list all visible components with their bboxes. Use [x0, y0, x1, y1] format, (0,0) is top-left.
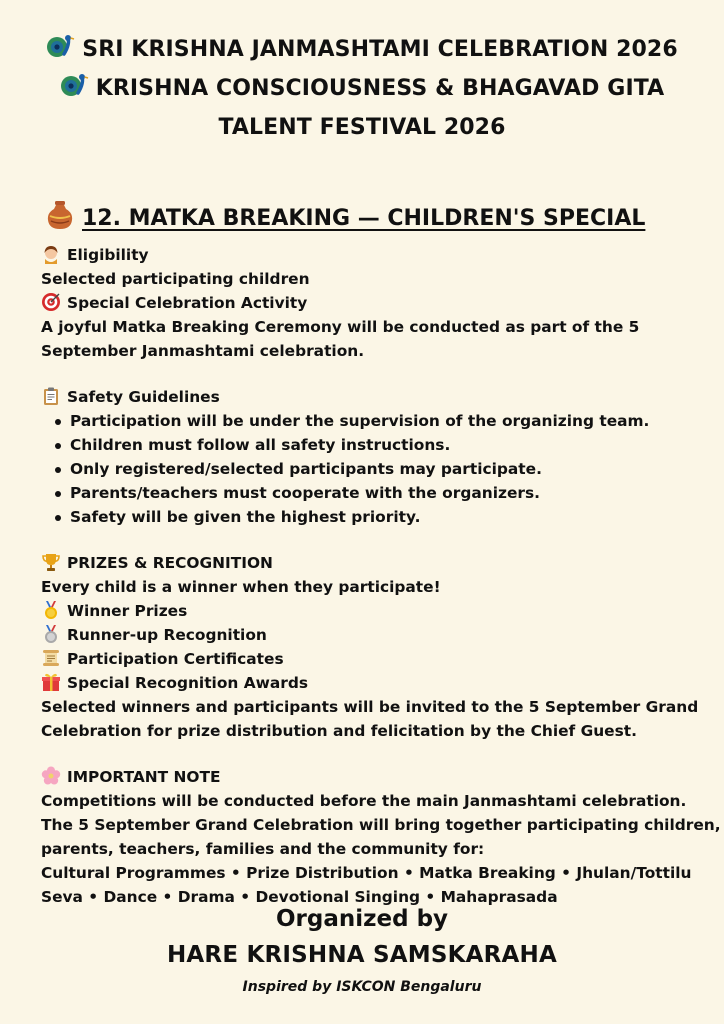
poster-body [41, 243, 721, 909]
silver-medal-icon [41, 624, 61, 644]
prizes-heading [41, 551, 701, 575]
header-title-line-1: SRI KRISHNA JANMASHTAMI CELEBRATION 2026 [82, 37, 678, 62]
prizes-tagline: Every child is a winner when they participate! [41, 578, 441, 596]
eligibility-heading-text: Eligibility [67, 246, 149, 264]
matka-pot-icon [46, 199, 74, 231]
spacer [41, 363, 701, 385]
header-line-3: TALENT FESTIVAL 2026 [218, 115, 506, 140]
prizes-note-line-2: Celebration for prize distribution and felicitation by the Chief Guest. [41, 722, 637, 740]
activity-heading-text: Special Celebration Activity [67, 294, 308, 312]
poster-header [0, 30, 724, 147]
note-line: parents, teachers, families and the community for: [41, 840, 485, 858]
prize-item-label: Winner Prizes [67, 602, 188, 620]
note-heading-text: IMPORTANT NOTE [67, 768, 221, 786]
header-line-2 [0, 69, 724, 108]
prize-item-winner [41, 599, 701, 623]
note-line: Cultural Programmes • Prize Distribution • Matka Breaking • Jhulan/Tottilu [41, 864, 692, 882]
list-item: Participation will be under the supervision of the organizing team. [70, 409, 701, 433]
activity-heading [41, 291, 701, 315]
note-line: The 5 September Grand Celebration will bring together participating children, [41, 816, 721, 834]
header-title-line-2: KRISHNA CONSCIOUSNESS & BHAGAVAD GITA [95, 76, 665, 101]
note-line: Seva • Dance • Drama • Devotional Singing • Mahaprasada [41, 888, 558, 906]
list-item: Safety will be given the highest priority. [70, 505, 701, 529]
spacer [41, 529, 701, 551]
activity-text-line-1: A joyful Matka Breaking Ceremony will be conducted as part of the 5 [41, 318, 640, 336]
safety-list [41, 409, 701, 529]
prize-item-label: Participation Certificates [67, 650, 284, 668]
prize-item-special-awards [41, 671, 701, 695]
note-heading [41, 765, 701, 789]
section-title-text: 12. MATKA BREAKING — CHILDREN'S SPECIAL [82, 206, 646, 231]
eligibility-heading [41, 243, 701, 267]
safety-heading [41, 385, 701, 409]
organizer-name: HARE KRISHNA SAMSKARAHA [166, 942, 558, 968]
clipboard-icon [41, 386, 61, 406]
prizes-note-line-1: Selected winners and participants will be invited to the 5 September Grand [41, 698, 699, 716]
prize-item-label: Runner-up Recognition [67, 626, 267, 644]
list-item: Only registered/selected participants may participate. [70, 457, 701, 481]
target-icon [41, 292, 61, 312]
peacock-icon [60, 73, 90, 99]
note-line: Competitions will be conducted before the main Janmashtami celebration. [41, 792, 687, 810]
scroll-icon [41, 648, 61, 668]
prize-item-certificates [41, 647, 701, 671]
blossom-icon [41, 766, 61, 786]
section-title [46, 203, 645, 235]
gift-icon [41, 672, 61, 692]
safety-heading-text: Safety Guidelines [67, 388, 220, 406]
list-item: Parents/teachers must cooperate with the organizers. [70, 481, 701, 505]
spacer [41, 743, 701, 765]
poster-footer [0, 903, 724, 999]
header-line-1 [0, 30, 724, 69]
prizes-heading-text: PRIZES & RECOGNITION [67, 554, 273, 572]
gold-medal-icon [41, 600, 61, 620]
list-item: Children must follow all safety instructions. [70, 433, 701, 457]
peacock-icon [46, 34, 76, 60]
eligibility-text: Selected participating children [41, 270, 310, 288]
prize-item-runner-up [41, 623, 701, 647]
prize-item-label: Special Recognition Awards [67, 674, 308, 692]
trophy-icon [41, 552, 61, 572]
activity-text-line-2: September Janmashtami celebration. [41, 342, 365, 360]
inspired-by-text: Inspired by ISKCON Bengaluru [242, 979, 482, 995]
organized-by-label: Organized by [275, 906, 449, 932]
child-icon [41, 244, 61, 264]
